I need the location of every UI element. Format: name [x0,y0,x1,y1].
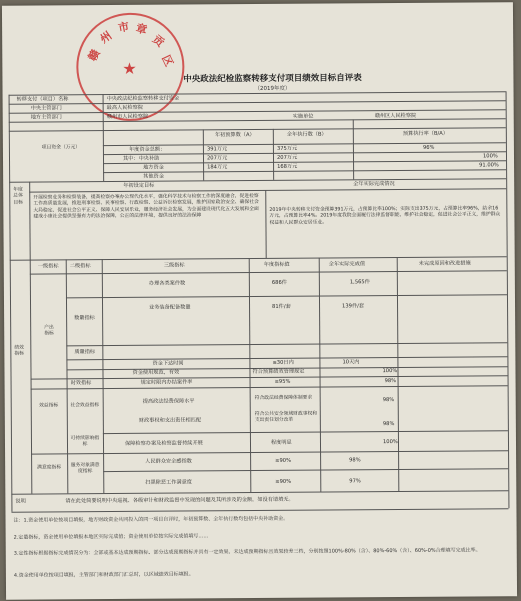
actual-goal-text: 2019年中央转移支付资金预算391万元，占预算比率100%；实际支出375万元，占预算比率96%，结余16万元，占预算比率4%。2019年度我院全面履行法律监督职能，维护社会稳定，促进社会公平正义，维护群众权益和人民群众安居乐业。 [269,206,501,226]
impl-unit-value: 赣州区人民检察院 [374,112,417,120]
funds-row-b: 375万元 [276,145,298,152]
perf-actual: 139件/套 [342,303,365,310]
perf-l3: 提高政法经费保障水平 [142,398,195,405]
perf-target: ≥95% [274,378,291,385]
funds-label: 项目资金（万元） [41,145,81,151]
perf-actual: 98% [384,378,397,385]
funds-row-rate: 96% [422,144,435,151]
funds-row-rate: 100% [482,153,498,160]
local-dept-value: 赣州市人民检察院 [106,113,149,121]
perf-l2: 服务对象满意度指标 [70,463,100,475]
perf-actual: 97% [349,478,361,485]
form-year: （2019年度） [254,85,291,93]
perf-l3: 人民群众安全感指数 [145,458,192,465]
perf-target: 符合预算绩效管理规定 [252,368,305,376]
note-2: 2.定量指标，资金使用单位填报本地区实际完成值；资金使用单位按实际完成值填写…… [13,533,209,541]
planned-goal-header: 年初设定目标 [123,182,155,189]
central-dept-value: 最高人民检察院 [106,104,143,112]
perf-l3: 资金下达时间 [152,360,184,367]
note-4: 4.资金使用单位按项目填报，主管部门和财政部门汇总时，以区域绩效目标填报。 [13,571,194,579]
annual-goal-section: 年度总体目标 [13,187,23,206]
perf-target: 686件 [271,279,287,286]
perf-actual: 100% [382,439,398,446]
funds-row-a: 184万元 [207,164,228,171]
perf-l3: 规定时限内办结案件率 [140,379,193,386]
perf-actual: 10天内 [342,359,360,366]
col-full-year: 全年执行数（B） [286,131,327,138]
benefit-indicator: 效益指标 [39,403,59,409]
perf-target: 81件/套 [272,303,291,310]
perf-l3: 财政事权和支出责任相匹配 [138,417,202,424]
project-name-value: 中央政法纪检监察转移支付资金 [106,95,180,103]
project-name-label: 转移支付（项目）名称 [16,96,69,103]
note-3: 3.定性指标根据指标完成情况分为：全部或基本达成预期指标、部分达成预期指标并具有一定效果、未达成预期指标且效果较差三档，分别按照100%-80%（含）、80%-60%（含）、60%-0%合理填写完成比率。 [13,547,481,557]
perf-l3: 业务装备配备数量 [149,304,191,311]
perf-actual: 98% [382,421,395,428]
perf-l2: 数量指标 [74,315,95,322]
document-paper [2,2,517,600]
remarks-label: 说明 [15,498,26,505]
planned-goal-text: 开展检察业务和检察装备，提高检察办案办公现代化水平，强化科学技术与检察工作的深度融合，促进检察工作高质量发展，推进刑事检察、民事检察、行政检察、公益诉讼检察发展，维护国家政治安全、确保社会大局稳定、促进社会公平正义、保障人民安居乐业，服务经济社会发展，为全面建设现代化五大发展和全面建成小康社会提供坚强有力的法治保障，公正的法律环境，提供良好的法治保障 [33,194,259,220]
col-exec-rate: 预算执行率（B/A） [402,130,449,137]
funds-row-name: 年度资金总额： [128,146,166,153]
actual-goal-header: 全年实际完成情况 [353,181,395,188]
local-dept-label: 地方主管部门 [30,114,62,121]
funds-row-b: 168万元 [277,163,298,170]
impl-unit-label: 实施单位 [292,113,314,120]
perf-actual: 1,565件 [349,279,370,286]
perf-l2: 社会效益指标 [70,403,100,409]
official-seal-stamp: 赣 州 市 章 贡 区 ★ [76,13,185,122]
perf-l2: 时效指标 [70,380,92,387]
perf-target: ≤30日内 [272,359,294,366]
col-level2: 二级指标 [69,263,91,270]
funds-row-a: 391万元 [206,146,228,153]
satisfaction-indicator: 满意度指标 [37,465,62,471]
perf-target: 符合公共安全领域财政事权和支出责任划分改革 [254,411,318,424]
perf-target: 符合政法经费保障体制要求 [254,395,313,402]
funds-row-a: 207万元 [206,155,228,162]
perf-actual: 98% [349,457,361,464]
form-title: 中央政法纪检监察转移支付项目绩效目标自评表 [183,73,362,85]
col-target: 年度指标值 [263,261,290,268]
perf-l2: 质量指标 [74,349,96,356]
funds-row-name: 其他资金 [143,173,164,180]
col-level1: 一级指标 [37,263,59,270]
col-annual-budget: 年初预算数（A） [214,132,255,139]
funds-row-name: 地方资金 [143,164,164,171]
perf-target: ≥90% [275,457,292,464]
central-dept-label: 中央主管部门 [30,105,62,112]
note-1: 注：1.资金使用单位按项目填报，地方财政资金共同投入的同一项目自评时，年初预算数、全年执行数均包括中央补助资金。 [13,515,289,524]
remarks-text: 请在此处简要说明中央巡视、各级审计和财政监督中发现的问题及其所涉及的金额，如没有请填无。 [65,496,294,505]
funds-row-name: 其中：中央补助 [122,155,160,162]
perf-section: 绩效指标 [14,345,24,358]
perf-l3: 扫黑除恶工作满意度 [145,479,192,486]
perf-l3: 办理各类案件数 [148,280,186,287]
col-level3: 三级指标 [163,262,185,269]
col-reason: 未完成原因和改进措施 [418,260,471,267]
perf-target: 程度明显 [270,439,292,446]
funds-row-b: 207万元 [276,154,298,161]
perf-l2: 可持续影响指标 [70,436,100,448]
output-indicator: 产出指标 [44,325,54,337]
col-actual: 全年实际完成值 [328,261,366,268]
perf-actual: 100% [382,368,398,375]
perf-target: ≥90% [275,478,292,485]
perf-l3: 资金使用规范，有效 [132,369,180,376]
funds-row-rate: 91.00% [479,162,499,169]
perf-actual: 98% [382,397,395,404]
perf-l3: 保障检察办案及检察监督持续开展 [124,440,203,447]
